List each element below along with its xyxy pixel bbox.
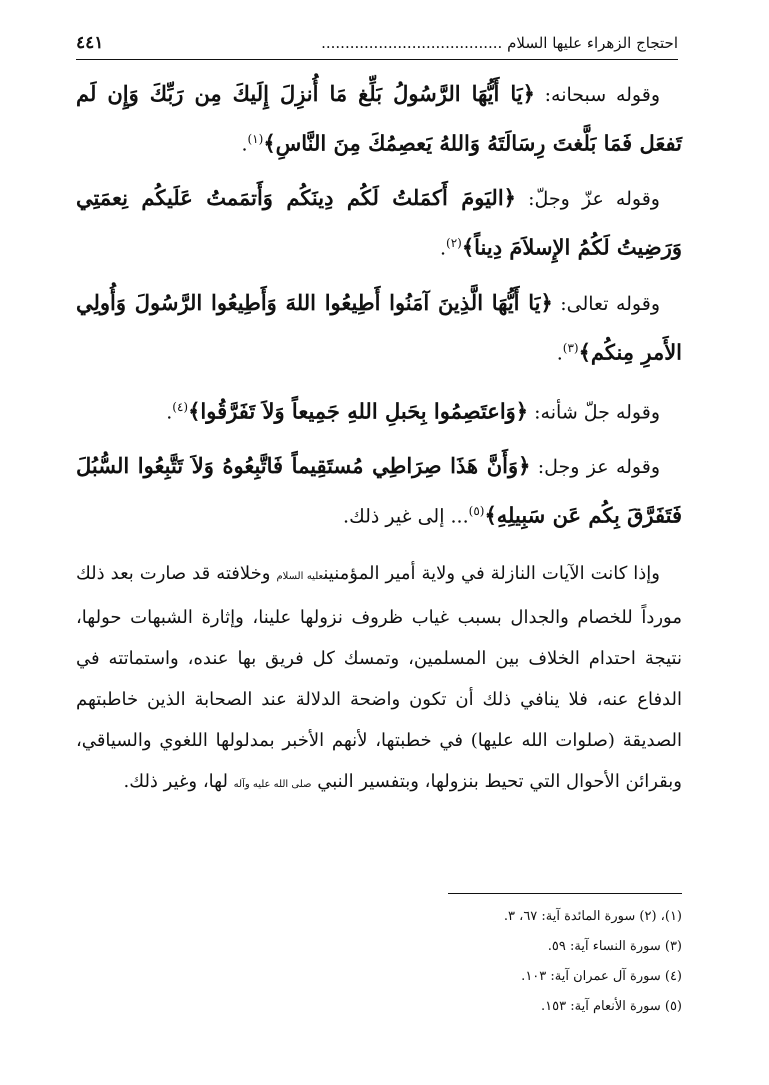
quran-quote: ﴿اليَومَ أَكمَلتُ لَكُم دِينَكُم وَأَتمَمتُ عَلَيكُم نِعمَتِي وَرَضِيتُ لَكُمُ الإِسلاَمَ دِيناً﴾	[76, 185, 682, 260]
body-text: وإذا كانت الآيات النازلة في ولاية أمير المؤمنين	[323, 562, 661, 584]
footnote-ref: (١)	[247, 132, 264, 146]
footnote: (٤) سورة آل عمران آية: ١٠٣.	[521, 969, 682, 984]
footnote: (٣) سورة النساء آية: ٥٩.	[547, 939, 682, 954]
verse-intro: وقوله عزّ وجلّ:	[515, 188, 660, 211]
verse-tail: .	[556, 341, 563, 364]
footnote-ref: (٣)	[562, 340, 579, 355]
verse-paragraph	[76, 176, 682, 270]
verse-tail: .	[241, 133, 248, 156]
header-rule	[76, 59, 678, 60]
page-header	[76, 30, 678, 60]
verse-paragraph	[76, 72, 682, 166]
verse-intro: وقوله جلّ شأنه:	[528, 401, 660, 424]
verse-tail: .	[166, 401, 173, 424]
verse-paragraph	[76, 444, 682, 538]
body-paragraph	[76, 553, 682, 805]
page-number: ٤٤١	[76, 33, 104, 53]
salutation-mark: عليه السلام	[276, 570, 324, 582]
footnote-ref: (٥)	[468, 504, 485, 519]
footnote: (١)، (٢) سورة المائدة آية: ٦٧، ٣.	[503, 909, 682, 924]
footnotes	[282, 902, 682, 1022]
footnote: (٥) سورة الأنعام آية: ١٥٣.	[541, 999, 682, 1014]
quran-quote: ﴿يَا أَيُّهَا الرَّسُولُ بَلِّغ مَا أُنزِلَ إِلَيكَ مِن رَبِّكَ وَإِن لَم تَفعَل فَمَا بَلَّغتَ رِسَالَتَهُ وَاللهُ يَعصِمُكَ مِنَ النَّاسِ﴾	[76, 81, 682, 156]
verse-tail: ... إلى غير ذلك.	[343, 505, 469, 528]
verse-intro: وقوله عز وجل:	[530, 456, 661, 479]
verse-tail: .	[439, 237, 447, 260]
footnote-ref: (٢)	[446, 236, 462, 251]
quran-quote: ﴿وَأَنَّ هَذَا صِرَاطِي مُستَقِيماً فَاتَّبِعُوهُ وَلاَ تَتَّبِعُوا السُّبُلَ فَتَفَرَّقَ بِكُم عَن سَبِيلِهِ﴾	[76, 453, 682, 528]
quran-quote: ﴿يَا أَيُّهَا الَّذِينَ آمَنُوا أَطِيعُوا اللهَ وَأَطِيعُوا الرَّسُولَ وَأُولِي الأَمرِ مِنكُم﴾	[76, 289, 682, 364]
running-title: احتجاج الزهراء عليها السلام ......................................	[321, 34, 678, 52]
quran-quote: ﴿وَاعتَصِمُوا بِحَبلِ اللهِ جَمِيعاً وَلاَ تَفَرَّقُوا﴾	[188, 398, 529, 424]
body-text: لها، وغير ذلك.	[123, 770, 234, 792]
footnote-ref: (٤)	[172, 399, 189, 414]
footnote-rule	[448, 893, 682, 894]
page-content	[76, 72, 682, 805]
verse-intro: وقوله تعالى:	[552, 292, 660, 315]
body-text: وخلافته قد صارت بعد ذلك مورداً للخصام والجدال بسبب غياب ظروف نزولها علينا، وإثارة الشبهات حولها، نتيجة احتدام الخلاف بين المسلمين، وتمسك كل فريق بها عنده، واستماتته في الدفاع عنه، فلا ينافي ذلك أن تكون واضحة الدلالة عند الصحابة الذين خاطبتهم الصديقة (صلوات الله عليها) في خطبتها، لأنهم الأخبر بمدلولها اللغوي والسياقي، وبقرائن الأحوال التي تحيط بنزولها، وبتفسير النبي	[76, 562, 682, 792]
verse-intro: وقوله سبحانه:	[534, 84, 660, 106]
verse-paragraph	[76, 385, 682, 434]
salutation-mark: صلى الله عليه وآله	[233, 778, 312, 790]
verse-paragraph	[76, 281, 682, 375]
